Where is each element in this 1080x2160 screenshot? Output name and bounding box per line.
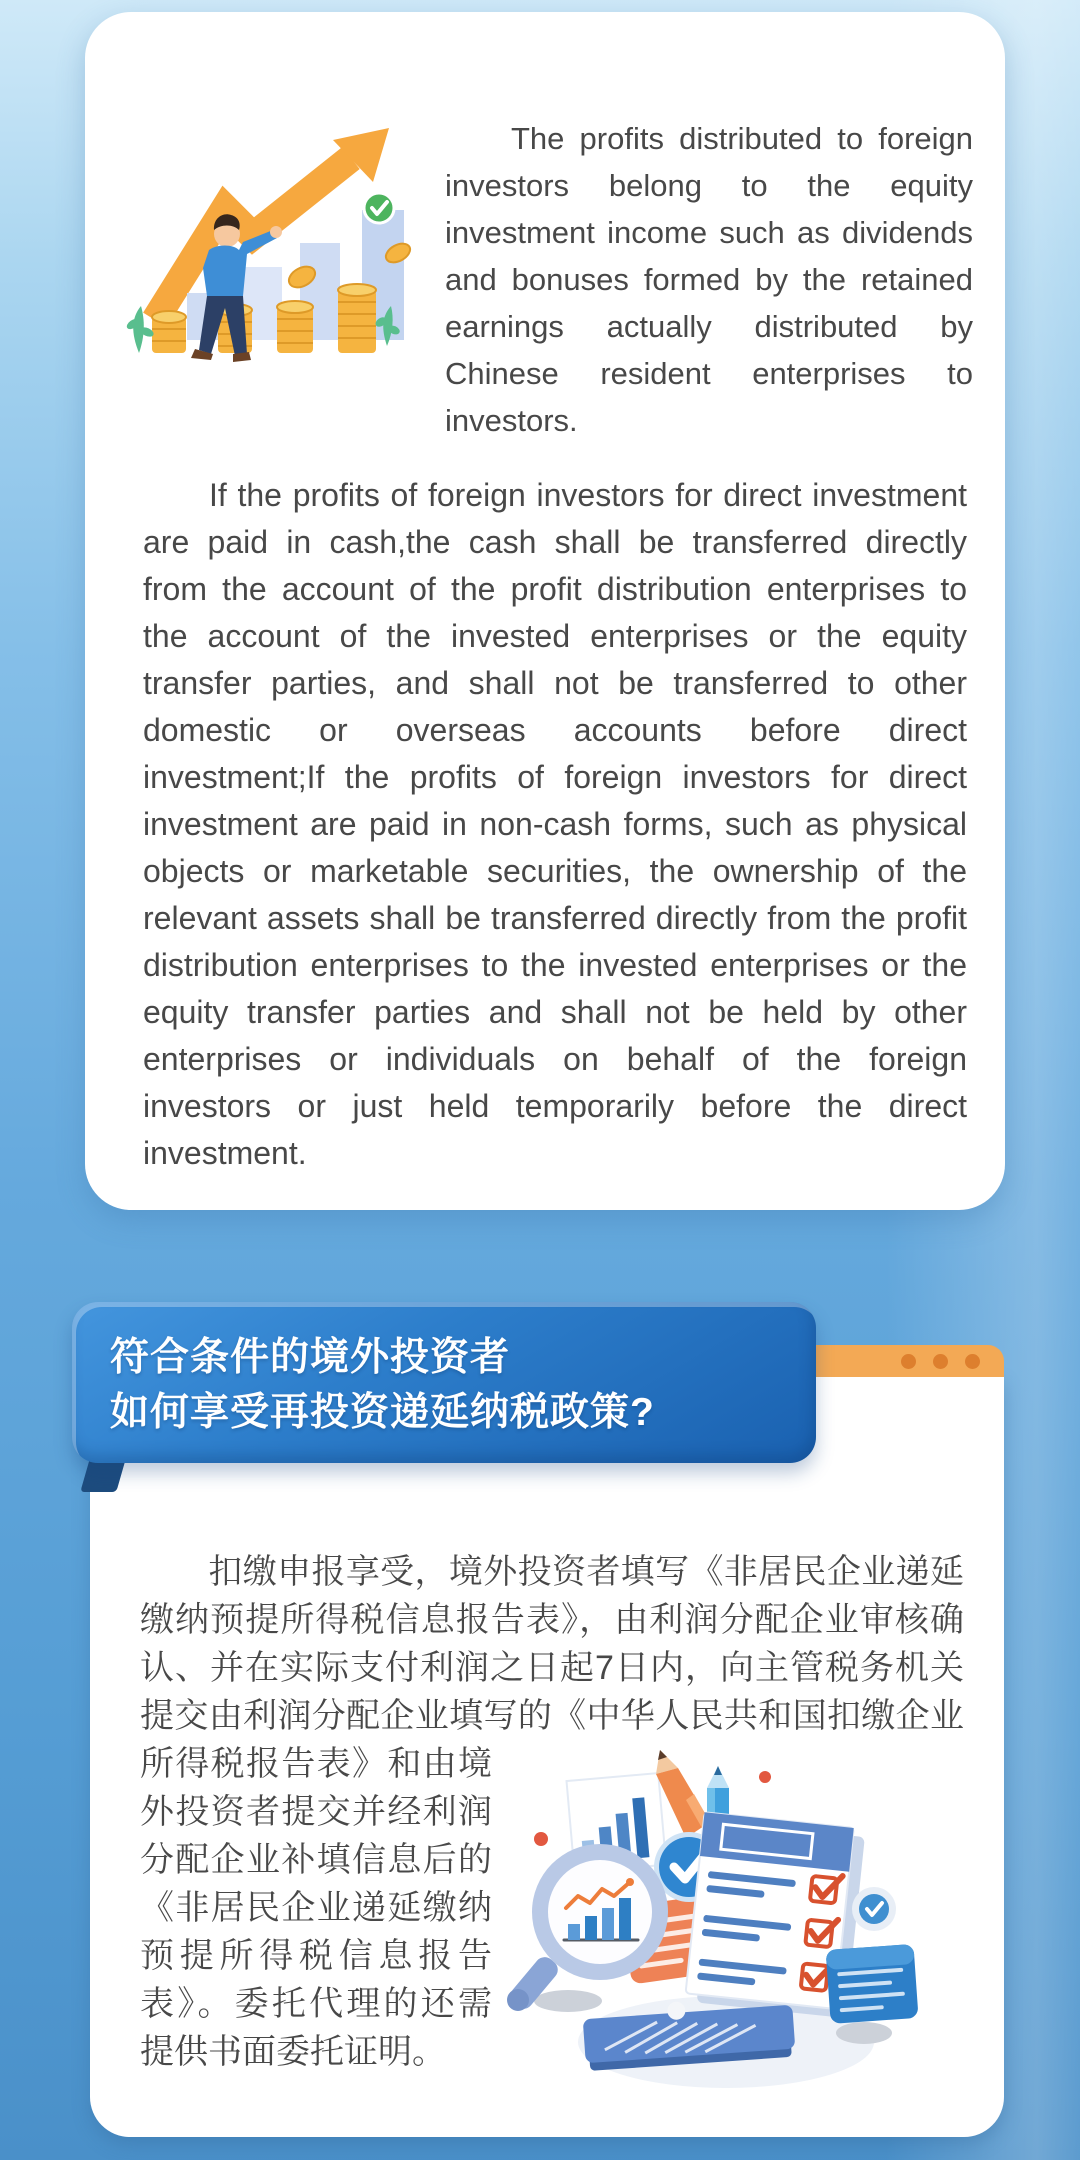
chinese-detail-card bbox=[90, 1376, 1004, 2137]
window-dot-icon bbox=[933, 1354, 948, 1369]
section-title-line1: 符合条件的境外投资者 bbox=[110, 1336, 511, 1379]
blue-card-icon bbox=[826, 1944, 919, 2024]
english-paragraph-2: If the profits of foreign investors for direct investment are paid in cash,the cash shall be transferred directly from the account of the profit distribution enterprises to the account of the invested enterprises or the equity transfer parties, and shall not be transferred to other domestic or overseas accounts before direct investment;If the profits of foreign investors for direct investment are paid in non-cash forms, such as physical objects or marketable securities, the ownership of the relevant assets shall be transferred directly from the profit distribution enterprises to the invested enterprises or the equity transfer parties and shall not be held by other enterprises or individuals on behalf of the foreign investors or just held temporarily before the direct investment. bbox=[143, 477, 967, 1171]
magnifier-icon bbox=[506, 1844, 668, 2013]
accent-dot-icon bbox=[759, 1771, 771, 1783]
chinese-paragraph-part1: 扣缴申报享受，境外投资者填写《非居民企业递延缴纳预提所得税信息报告表》，由利润分配企业审核确认、并在实际支付利润之日起7日内，向主管税务机关提交由利润分配企业填写的《中华人民共和国扣缴企业所得税报 bbox=[140, 1553, 964, 1783]
window-dot-icon bbox=[901, 1354, 916, 1369]
english-paragraph-1: The profits distributed to foreign investors belong to the equity investment income such as dividends and bonuses formed by the retained earnings actually distributed by Chinese resident enterprises to investors. bbox=[445, 121, 973, 438]
ground-shadow bbox=[836, 2022, 892, 2044]
small-check-badge-icon bbox=[852, 1887, 896, 1931]
chinese-paragraph-part2: 告表》和由境外投资者提交并经利润分配企业补填信息后的《非居民企业递延缴纳预提所得税信息报告表》。委托代理的还需提供书面委托证明。 bbox=[140, 1745, 493, 2071]
accent-dot-icon bbox=[534, 1832, 548, 1846]
document-review-illustration bbox=[508, 1742, 964, 2094]
english-explanation-card bbox=[85, 12, 1005, 1210]
section-title-banner bbox=[72, 1302, 816, 1463]
orange-pencil-icon bbox=[656, 1750, 710, 1838]
ground-shadow bbox=[534, 1990, 602, 2012]
window-dot-icon bbox=[965, 1354, 980, 1369]
chinese-paragraph bbox=[140, 1548, 964, 2094]
check-icon bbox=[364, 193, 394, 223]
growth-chart-illustration bbox=[125, 118, 417, 366]
section-title-line2: 如何享受再投资递延纳税政策? bbox=[110, 1391, 655, 1434]
